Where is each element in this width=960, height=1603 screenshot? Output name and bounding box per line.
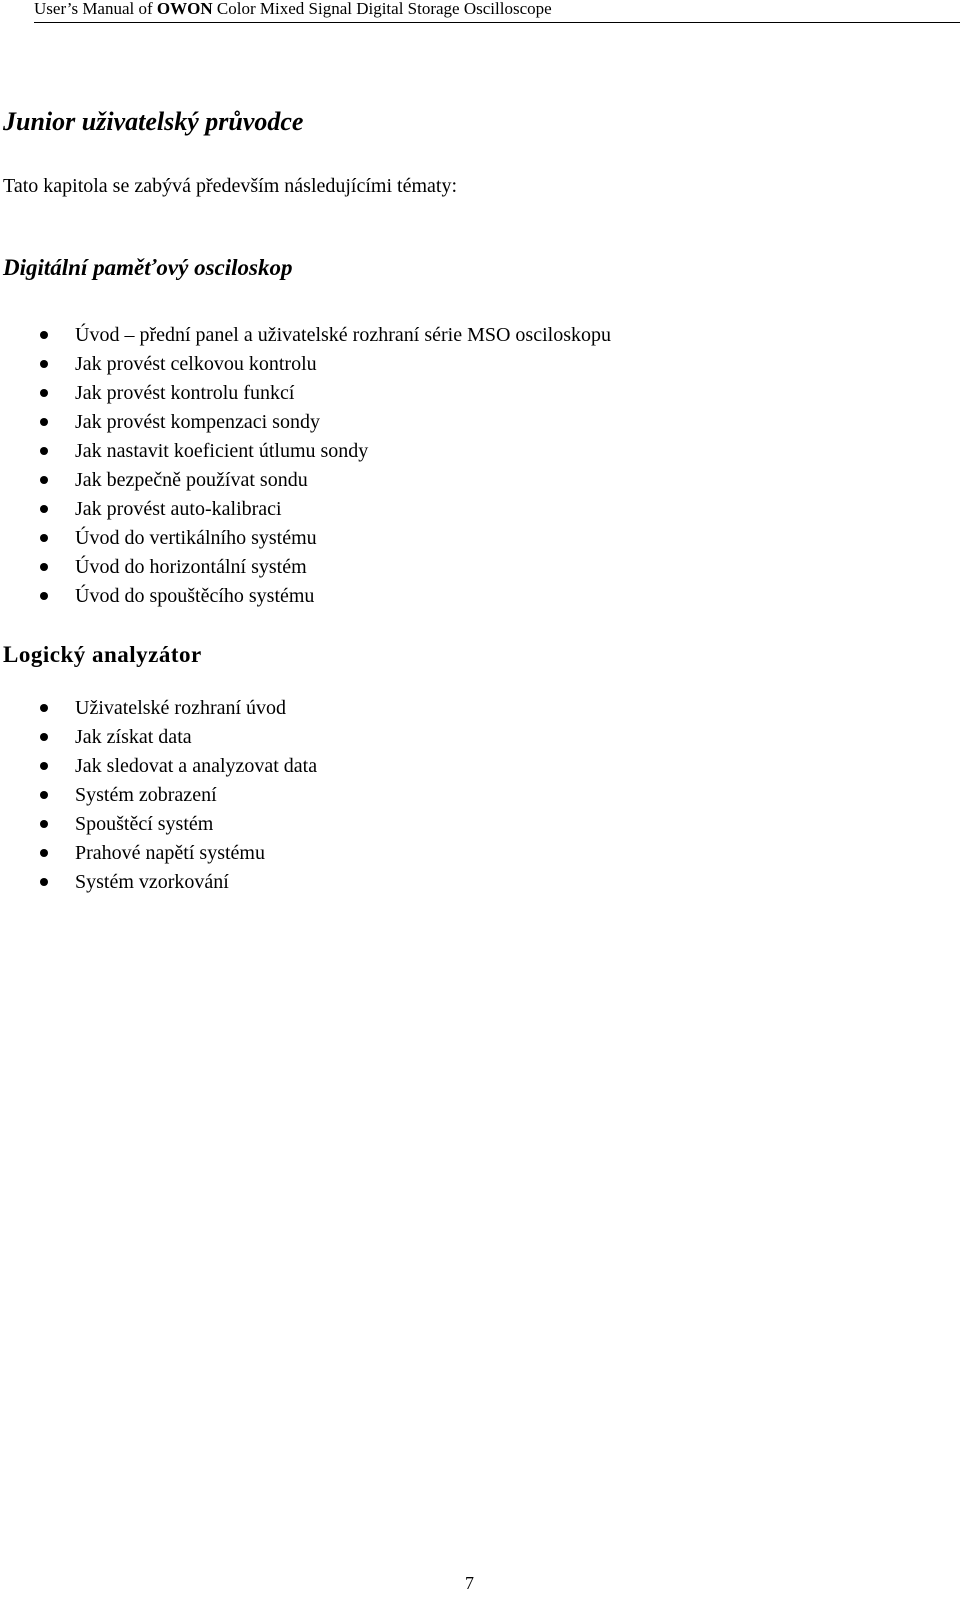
bullet-icon xyxy=(40,592,48,600)
section-heading-dso: Digitální paměťový osciloskop xyxy=(3,255,293,280)
bullet-icon xyxy=(40,534,48,542)
header-suffix: Color Mixed Signal Digital Storage Oscilloscope xyxy=(212,0,552,18)
list-item-text: Uživatelské rozhraní úvod xyxy=(75,697,287,719)
running-header xyxy=(34,0,960,23)
list-item-text: Systém zobrazení xyxy=(75,784,217,806)
list-item-text: Spouštěcí systém xyxy=(75,813,214,835)
list-item-text: Prahové napětí systému xyxy=(75,842,265,864)
bullet-icon xyxy=(40,360,48,368)
section-heading-logic-analyzer: Logický analyzátor xyxy=(3,642,202,667)
list-item-text: Úvod do horizontální systém xyxy=(75,556,307,578)
bullet-icon xyxy=(40,878,48,886)
page-number: 7 xyxy=(465,1573,474,1593)
list-item-text: Jak nastavit koeficient útlumu sondy xyxy=(75,440,369,462)
bullet-icon xyxy=(40,733,48,741)
bullet-icon xyxy=(40,389,48,397)
list-item-text: Jak bezpečně používat sondu xyxy=(75,469,308,491)
list-item-text: Úvod do vertikálního systému xyxy=(75,527,317,549)
bullet-icon xyxy=(40,418,48,426)
list-item-text: Úvod – přední panel a uživatelské rozhraní série MSO osciloskopu xyxy=(75,324,611,346)
bullet-icon xyxy=(40,762,48,770)
list-item-text: Systém vzorkování xyxy=(75,871,229,893)
bullet-icon xyxy=(40,563,48,571)
bullet-icon xyxy=(40,791,48,799)
bullet-icon xyxy=(40,704,48,712)
list-item-text: Jak provést celkovou kontrolu xyxy=(75,353,317,375)
page-title: Junior uživatelský průvodce xyxy=(3,107,304,136)
bullet-icon xyxy=(40,820,48,828)
list-item-text: Jak získat data xyxy=(75,726,192,748)
bullet-icon xyxy=(40,476,48,484)
bullet-icon xyxy=(40,505,48,513)
list-item-text: Jak provést kontrolu funkcí xyxy=(75,382,295,404)
bullet-icon xyxy=(40,331,48,339)
list-item-text: Jak provést auto-kalibraci xyxy=(75,498,282,520)
header-prefix: User’s Manual of xyxy=(34,0,157,18)
bullet-icon xyxy=(40,849,48,857)
list-item-text: Jak provést kompenzaci sondy xyxy=(75,411,320,433)
intro-text: Tato kapitola se zabývá především následujícími tématy: xyxy=(3,175,458,197)
list-item-text: Úvod do spouštěcího systému xyxy=(75,585,315,607)
bullet-icon xyxy=(40,447,48,455)
list-item-text: Jak sledovat a analyzovat data xyxy=(75,755,318,777)
header-brand: OWON xyxy=(156,0,213,18)
